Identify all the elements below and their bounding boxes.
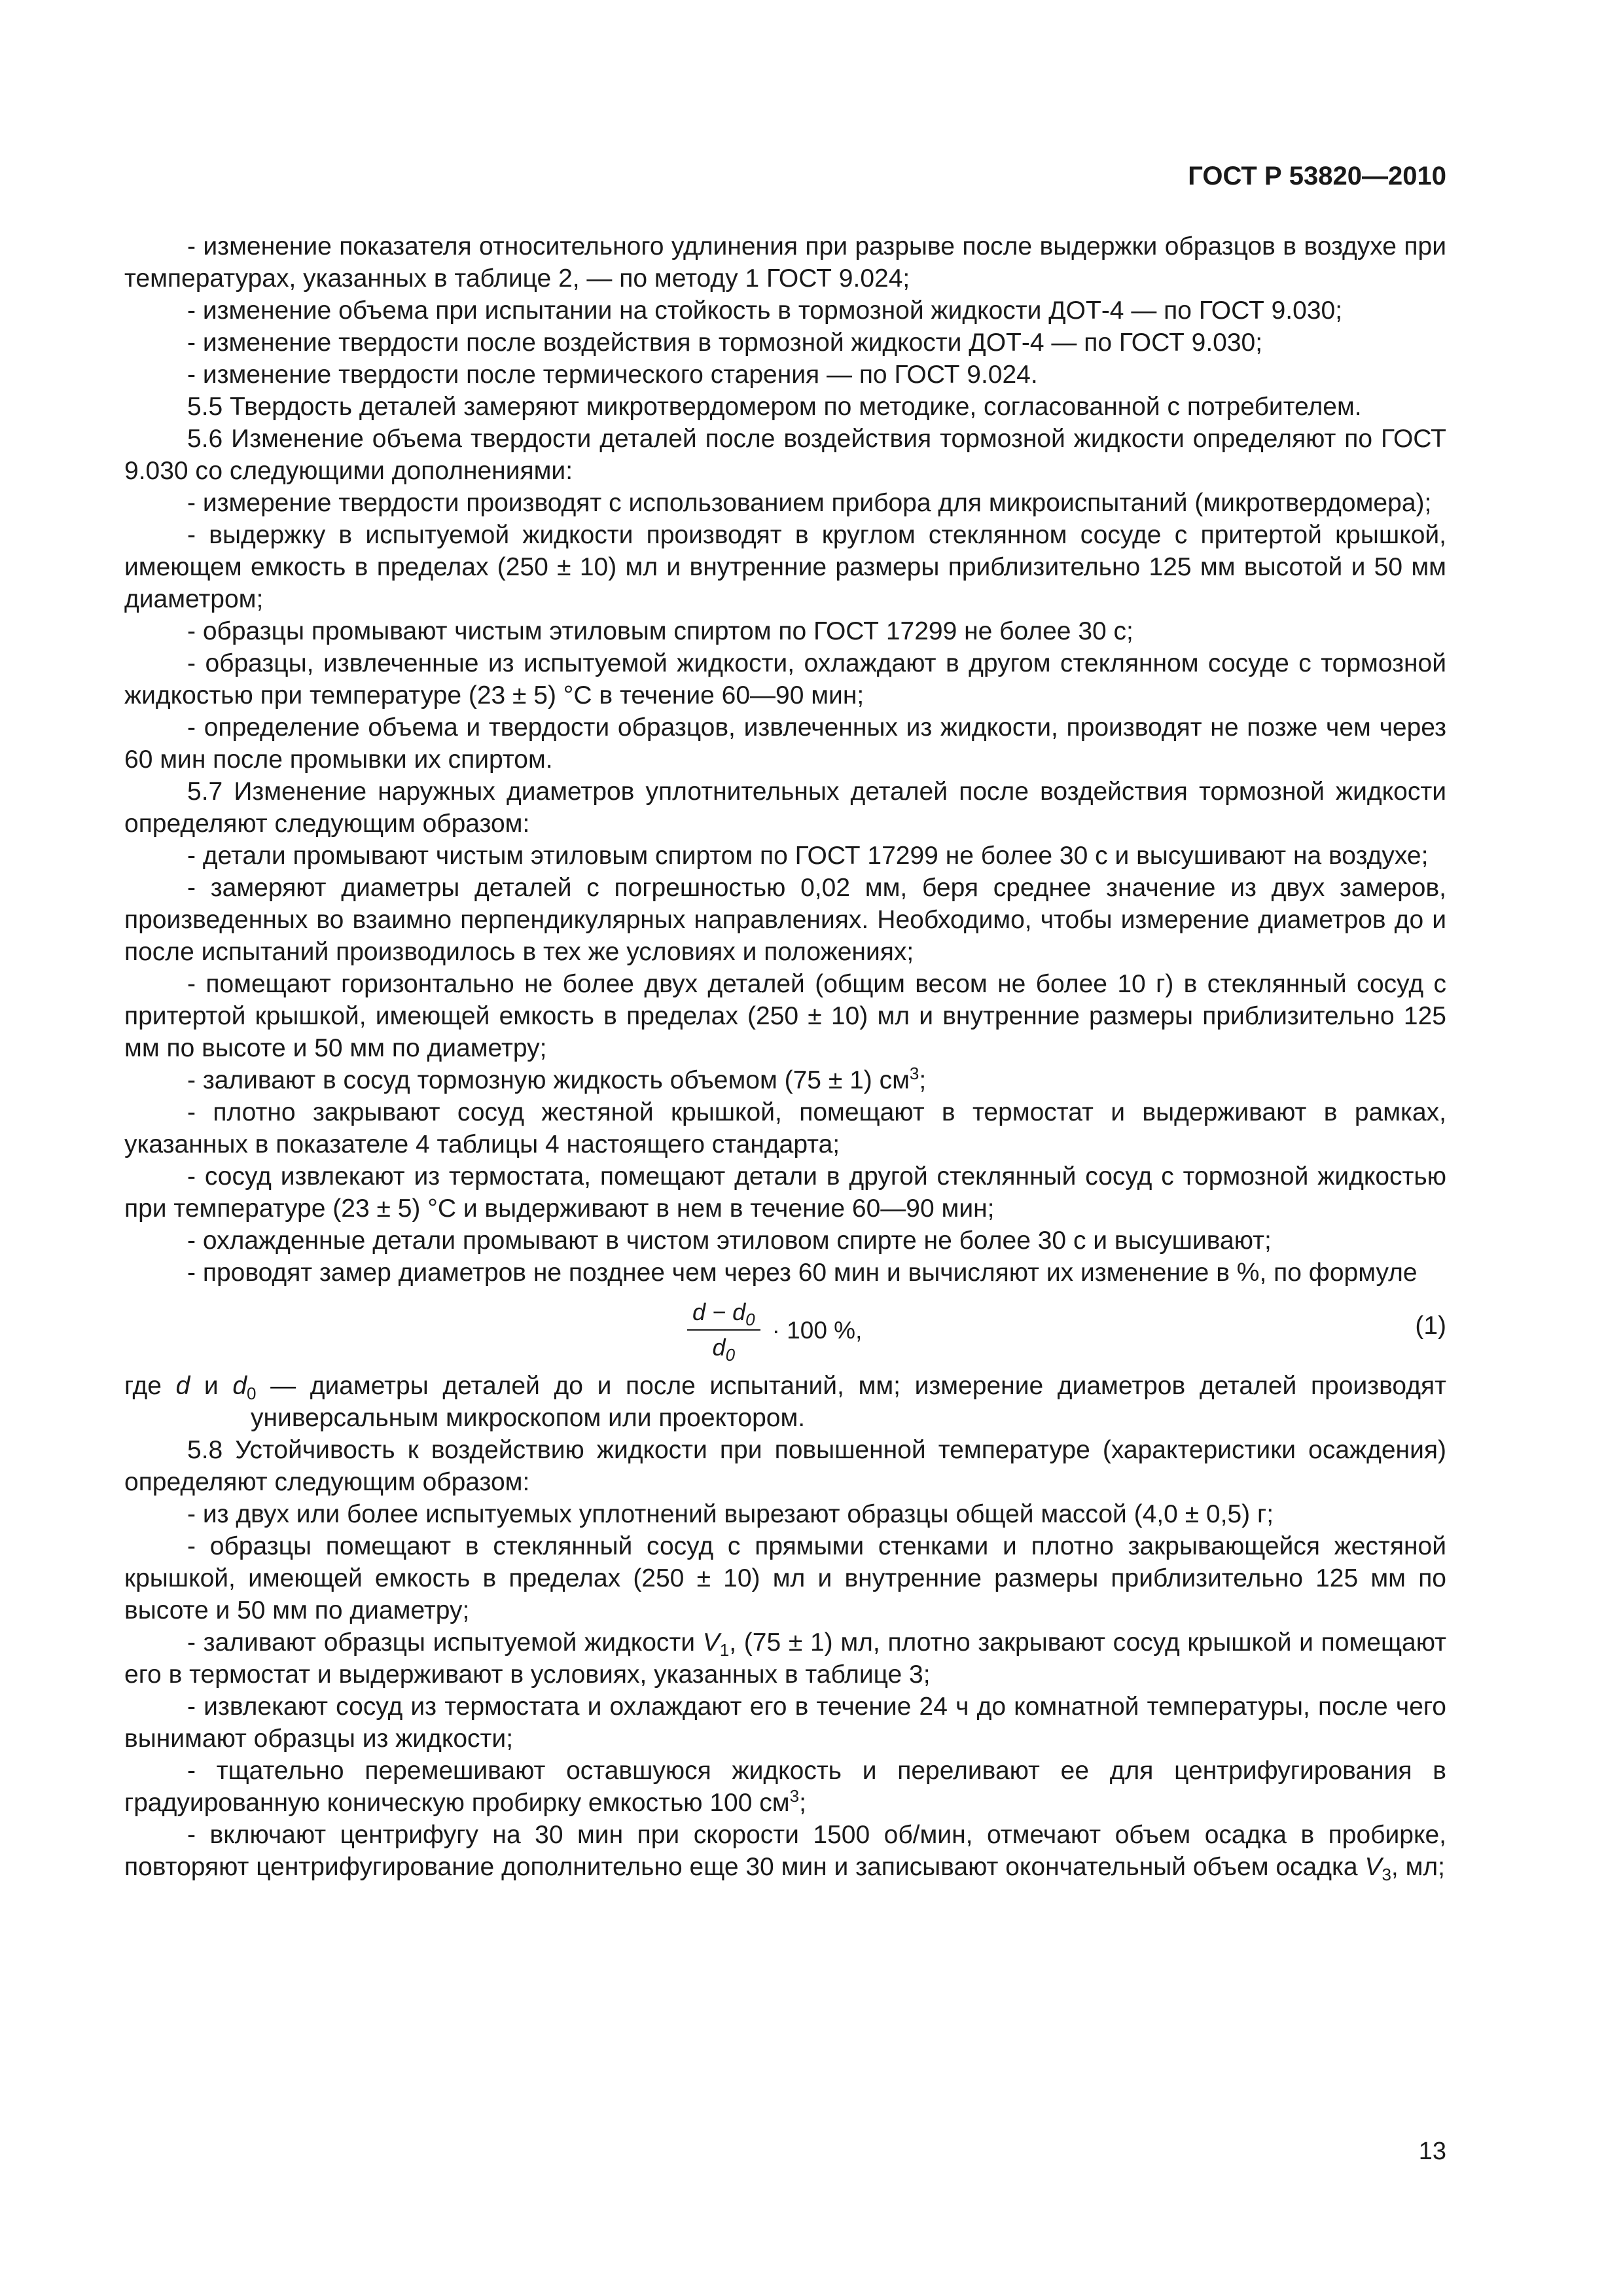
paragraph: - измерение твердости производят с использованием прибора для микроиспытаний (микротвердомера);: [187, 489, 1432, 517]
paragraph: - образцы, извлеченные из испытуемой жидкости, охлаждают в другом стеклянном сосуде с тормозной жидкостью при температуре (23 ± 5) °С в течение 60—90 мин;: [124, 649, 1446, 709]
paragraph: - выдержку в испытуемой жидкости производят в круглом стеклянном сосуде с притертой крышкой, имеющем емкость в пределах (250 ± 10) мл и внутренние размеры приблизительно 125 мм высотой и 50 мм диаметром;: [124, 521, 1446, 613]
paragraph-group-3: [124, 1691, 1446, 1755]
paragraph: - проводят замер диаметров не позднее чем через 60 мин и вычисляют их изменение в %, по формуле: [187, 1259, 1418, 1287]
paragraph-v3: - включают центрифугу на 30 мин при скорости 1500 об/мин, отмечают объем осадка в пробирке, повторяют центрифугирование дополнительно еще 30 мин и записывают окончательный объем осадка $V_3$, мл;: [124, 1821, 1446, 1884]
formula-fraction: [687, 1298, 760, 1365]
formula-denominator: $d_0$: [712, 1334, 736, 1365]
formula-numerator: $d - d_0$: [687, 1298, 760, 1331]
paragraph-group-2: [124, 1434, 1446, 1626]
formula-1: [687, 1298, 863, 1365]
paragraph: 5.7 Изменение наружных диаметров уплотнительных деталей после воздействия тормозной жидкости определяют следующим образом:: [124, 778, 1446, 838]
paragraph: - заливают в сосуд тормозную жидкость объемом (75 ± 1) $см^3$;: [187, 1064, 927, 1094]
paragraph-v1: - заливают образцы испытуемой жидкости $V_1$, (75 ± 1) мл, плотно закрывают сосуд крышкой и помещают его в термостат и выдерживают в условиях, указанных в таблице 3;: [124, 1628, 1447, 1689]
where-clause: где d и $d_0$ — диаметры деталей до и после испытаний, мм; измерение диаметров деталей производят универсальным микроскопом или проектором.: [124, 1372, 1446, 1432]
page-number: 13: [1418, 2138, 1446, 2165]
paragraph: - извлекают сосуд из термостата и охлаждают его в течение 24 ч до комнатной температуры, после чего вынимают образцы из жидкости;: [124, 1693, 1446, 1753]
paragraph: - из двух или более испытуемых уплотнений вырезают образцы общей массой (4,0 ± 0,5) г;: [187, 1500, 1274, 1528]
paragraph: - замеряют диаметры деталей с погрешностью 0,02 мм, беря среднее значение из двух замеров, произведенных во взаимно перпендикулярных направлениях. Необходимо, чтобы измерение диаметров до и после испытаний производилось в тех же условиях и положениях;: [124, 874, 1446, 966]
paragraph: - изменение твердости после термического старения — по ГОСТ 9.024.: [187, 361, 1038, 389]
document-code: ГОСТ Р 53820—2010: [1188, 162, 1446, 190]
paragraph: - определение объема и твердости образцов, извлеченных из жидкости, производят не позже чем через 60 мин после промывки их спиртом.: [124, 713, 1446, 774]
paragraph: - образцы промывают чистым этиловым спиртом по ГОСТ 17299 не более 30 с;: [187, 617, 1133, 645]
paragraph: 5.6 Изменение объема твердости деталей после воздействия тормозной жидкости определяют по ГОСТ 9.030 со следующими дополнениями:: [124, 425, 1446, 485]
paragraph: - сосуд извлекают из термостата, помещают детали в другой стеклянный сосуд с тормозной жидкостью при температуре (23 ± 5) °С и выдерживают в нем в течение 60—90 мин;: [124, 1162, 1446, 1223]
paragraph-group-1: [124, 230, 1446, 1289]
paragraph: - изменение объема при испытании на стойкость в тормозной жидкости ДОТ-4 — по ГОСТ 9.030;: [187, 296, 1343, 325]
paragraph: - образцы помещают в стеклянный сосуд с прямыми стенками и плотно закрывающейся жестяной крышкой, имеющей емкость в пределах (250 ± 10) мл и внутренние размеры приблизительно 125 мм по высоте и 50 мм по диаметру;: [124, 1532, 1446, 1624]
paragraph: - изменение показателя относительного удлинения при разрыве после выдержки образцов в воздухе при температурах, указанных в таблице 2, — по методу 1 ГОСТ 9.024;: [124, 232, 1446, 293]
paragraph: 5.5 Твердость деталей замеряют микротвердомером по методике, согласованной с потребителем.: [187, 393, 1362, 421]
paragraph: 5.8 Устойчивость к воздействию жидкости при повышенной температуре (характеристики осаждения) определяют следующим образом:: [124, 1436, 1446, 1496]
paragraph: - изменение твердости после воздействия в тормозной жидкости ДОТ-4 — по ГОСТ 9.030;: [187, 329, 1263, 357]
paragraph: - помещают горизонтально не более двух деталей (общим весом не более 10 г) в стеклянный сосуд с притертой крышкой, имеющей емкость в пределах (250 ± 10) мл и внутренние размеры приблизительно 125 мм по высоте и 50 мм по диаметру;: [124, 970, 1446, 1062]
formula-tail: · 100 %,: [772, 1316, 863, 1344]
formula-block: [124, 1295, 1446, 1365]
paragraph: - плотно закрывают сосуд жестяной крышкой, помещают в термостат и выдерживают в рамках, указанных в показателе 4 таблицы 4 настоящего стандарта;: [124, 1098, 1446, 1158]
paragraph: - детали промывают чистым этиловым спиртом по ГОСТ 17299 не более 30 с и высушивают на воздухе;: [187, 842, 1429, 870]
paragraph: - охлажденные детали промывают в чистом этиловом спирте не более 30 с и высушивают;: [187, 1227, 1272, 1255]
paragraph-cm3: - тщательно перемешивают оставшуюся жидкость и переливают ее для центрифугирования в градуированную коническую пробирку емкостью 100 $см^3$;: [124, 1757, 1446, 1817]
document-body: [124, 230, 1446, 1883]
formula-number: (1): [1415, 1312, 1446, 1340]
